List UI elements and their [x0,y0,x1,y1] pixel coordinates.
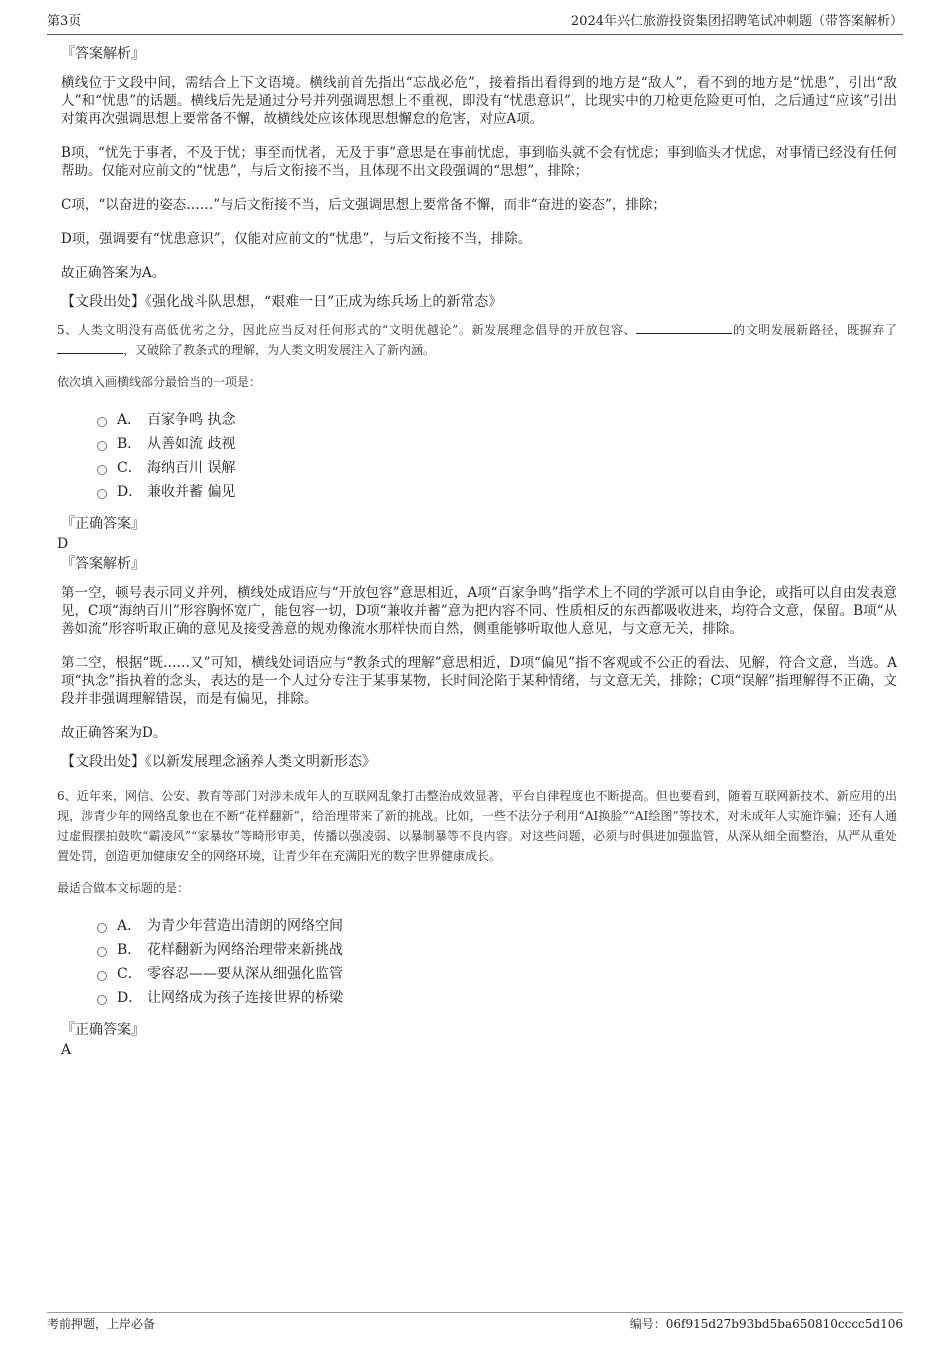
q5-text-b: 的文明发展新路径，既摒弃了 [732,323,897,337]
radio-icon[interactable] [97,417,107,427]
q5-blank-2 [57,340,123,354]
q6-option-b[interactable]: B． 花样翻新为网络治理带来新挑战 [97,938,897,962]
q4-analysis-para-4: D项，强调要有“忧患意识”，仅能对应前文的“忧患”，与后文衔接不当，排除。 [61,231,532,247]
page-number: 第3页 [47,14,82,29]
page-footer [47,1312,903,1334]
radio-icon[interactable] [97,947,107,957]
q6-option-c[interactable]: C． 零容忍——要从深从细强化监管 [97,962,897,986]
radio-icon[interactable] [97,441,107,451]
q5-text-a: 5、人类文明没有高低优劣之分，因此应当反对任何形式的“文明优越论”。新发展理念倡导的开放包容、 [57,323,637,337]
q4-analysis-label: 『答案解析』 [61,46,145,62]
q5-conclusion: 故正确答案为D。 [61,725,167,741]
radio-icon[interactable] [97,489,107,499]
q5-option-d[interactable]: D． 兼收并蓄 偏见 [97,480,897,504]
q6-question: 6、近年来，网信、公安、教育等部门对涉未成年人的互联网乱象打击整治成效显著，平台自律程度也不断提高。但也要看到，随着互联网新技术、新应用的出现，涉青少年的网络乱象也在不断“花样翻新”，给治理带来了新的挑战。比如，一些不法分子利用“AI换脸”“AI绘图”等技术，对未成年人实施诈骗；还有人通过虚假摆拍鼓吹“霸凌风”“家暴妆”等畸形审美，传播以强凌弱、以暴制暴等不良内容。对这些问题，必须与时俱进加强监管，从深从细全面整治，从严从重处置处罚，创造更加健康安全的网络环境，让青少年在充满阳光的数字世界健康成长。 [57,789,897,863]
q5-source: 【文段出处】《以新发展理念涵养人类文明新形态》 [61,754,376,770]
q5-option-a[interactable]: A． 百家争鸣 执念 [97,408,897,432]
page-content [57,44,897,1064]
radio-icon[interactable] [97,923,107,933]
radio-icon[interactable] [97,465,107,475]
q5-analysis-para-1: 第一空，顿号表示同义并列，横线处成语应与“开放包容”意思相近，A项“百家争鸣”指学术上不同的学派可以自由争论，或指可以自由发表意见，C项“海纳百川”形容胸怀宽广，能包容一切，D项“兼收并蓄”意为把内容不同、性质相反的东西都吸收进来，均符合文意，保留。B项“从善如流”形容听取正确的意见及接受善意的规劝像流水那样快而自然，侧重能够听取他人意见，与文意无关，排除。 [61,585,897,637]
q5-prompt: 依次填入画横线部分最恰当的一项是： [57,375,262,389]
q5-option-b[interactable]: B． 从善如流 歧视 [97,432,897,456]
q5-options [97,408,897,504]
q6-options [97,914,897,1010]
page-header [47,12,903,35]
q4-analysis-para-1: 横线位于文段中间，需结合上下文语境。横线前首先指出“忘战必危”，接着指出看得到的地方是“敌人”，看不到的地方是“忧患”，引出“敌人”和“忧患”的话题。横线后先是通过分号并列强调思想上不重视，即没有“忧患意识”，比现实中的刀枪更危险更可怕，之后通过“应该”引出对策再次强调思想上要常备不懈，故横线处应该体现思想懈怠的危害，对应A项。 [61,75,897,127]
radio-icon[interactable] [97,971,107,981]
q5-answer: D [57,536,69,552]
q5-analysis-para-2: 第二空，根据“既……又”可知，横线处词语应与“教条式的理解”意思相近，D项“偏见”指不客观或不公正的看法、见解，符合文意，当选。A项“执念”指执着的念头，表达的是一个人过分专注于某事某物，长时间沦陷于某种情绪，与文意无关，排除；C项“误解”指理解得不正确，文段并非强调理解错误，而是有偏见，排除。 [61,655,897,707]
q4-analysis-para-2: B项，“忧先于事者，不及于忧；事至而忧者，无及于事”意思是在事前忧虑，事到临头就不会有忧虑；事到临头才忧虑，对事情已经没有任何帮助。仅能对应前文的“忧患”，与后文衔接不当，且体现不出文段强调的“思想”，排除； [61,145,897,179]
q6-answer: A [61,1042,72,1058]
document-title: 2024年兴仁旅游投资集团招聘笔试冲刺题（带答案解析） [570,14,903,29]
q6-option-a[interactable]: A． 为青少年营造出清朗的网络空间 [97,914,897,938]
q5-text-c: ，又破除了教条式的理解，为人类文明发展注入了新内涵。 [123,343,436,357]
q6-prompt: 最适合做本文标题的是： [57,881,190,895]
document-id: 编号：06f915d27b93bd5ba650810cccc5d106 [629,1317,903,1331]
q4-source: 【文段出处】《强化战斗队思想，“艰难一日”正成为练兵场上的新常态》 [61,294,503,310]
q6-answer-label: 『正确答案』 [61,1022,145,1038]
q5-answer-label: 『正确答案』 [61,516,145,532]
radio-icon[interactable] [97,995,107,1005]
q4-analysis-para-3: C项，“以奋进的姿态……”与后文衔接不当，后文强调思想上要常备不懈，而非“奋进的姿态”，排除； [61,197,666,213]
q5-blank-1 [636,320,732,334]
q5-question [57,320,897,360]
q5-analysis-label: 『答案解析』 [61,556,145,572]
footer-slogan: 考前押题，上岸必备 [47,1317,156,1331]
q5-option-c[interactable]: C． 海纳百川 误解 [97,456,897,480]
q4-conclusion: 故正确答案为A。 [61,265,166,281]
q6-option-d[interactable]: D． 让网络成为孩子连接世界的桥梁 [97,986,897,1010]
